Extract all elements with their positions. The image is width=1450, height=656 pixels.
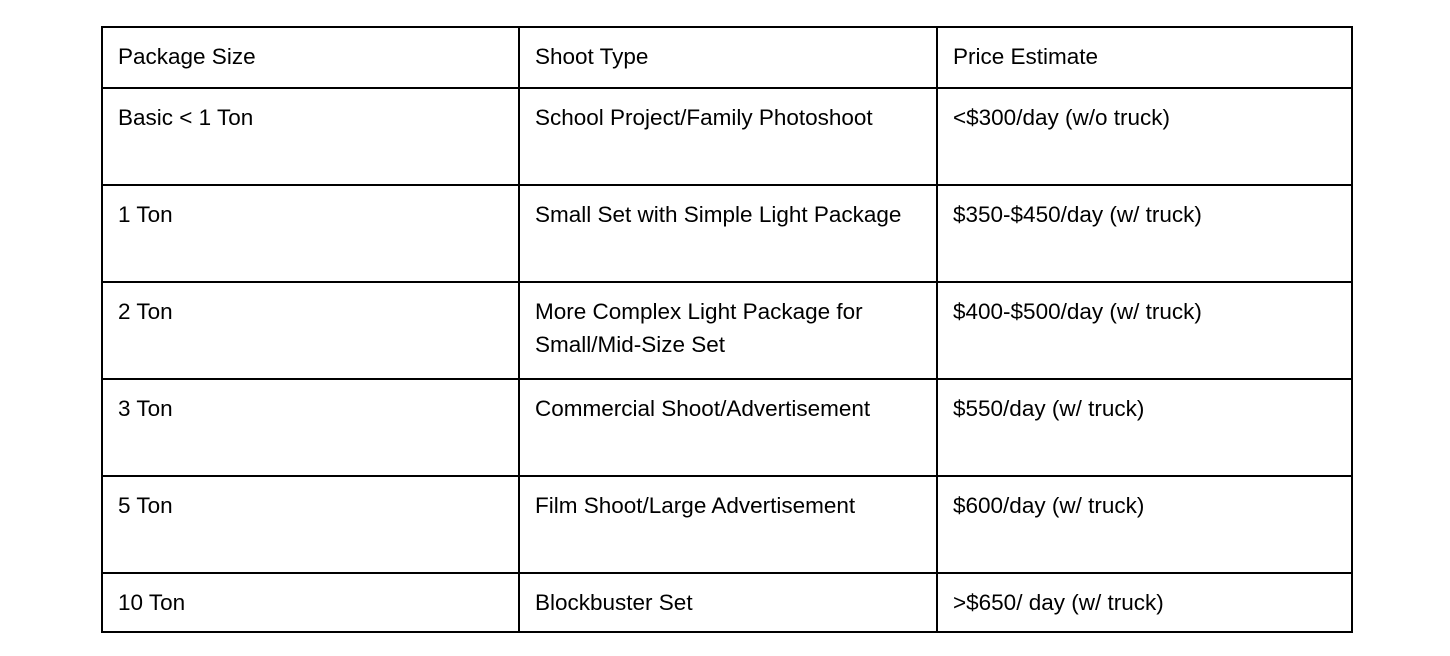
cell-price-estimate: $550/day (w/ truck) xyxy=(937,379,1352,476)
table-body xyxy=(102,88,1352,632)
cell-package-size: Basic < 1 Ton xyxy=(102,88,519,185)
cell-shoot-type: Commercial Shoot/Advertisement xyxy=(519,379,937,476)
cell-package-size: 1 Ton xyxy=(102,185,519,282)
cell-shoot-type: School Project/Family Photoshoot xyxy=(519,88,937,185)
table-row xyxy=(102,573,1352,632)
cell-package-size: 10 Ton xyxy=(102,573,519,632)
table-row xyxy=(102,476,1352,573)
cell-shoot-type: Film Shoot/Large Advertisement xyxy=(519,476,937,573)
cell-shoot-type: Small Set with Simple Light Package xyxy=(519,185,937,282)
column-header-shoot-type: Shoot Type xyxy=(519,27,937,88)
table-row xyxy=(102,379,1352,476)
cell-shoot-type: More Complex Light Package for Small/Mid-Size Set xyxy=(519,282,937,379)
cell-shoot-type: Blockbuster Set xyxy=(519,573,937,632)
cell-price-estimate: <$300/day (w/o truck) xyxy=(937,88,1352,185)
grip-package-pricing-table xyxy=(101,26,1353,633)
cell-price-estimate: $350-$450/day (w/ truck) xyxy=(937,185,1352,282)
pricing-table-container xyxy=(101,26,1353,633)
cell-package-size: 5 Ton xyxy=(102,476,519,573)
cell-price-estimate: >$650/ day (w/ truck) xyxy=(937,573,1352,632)
cell-price-estimate: $600/day (w/ truck) xyxy=(937,476,1352,573)
column-header-price-estimate: Price Estimate xyxy=(937,27,1352,88)
cell-package-size: 2 Ton xyxy=(102,282,519,379)
table-header xyxy=(102,27,1352,88)
table-row xyxy=(102,88,1352,185)
header-row xyxy=(102,27,1352,88)
table-row xyxy=(102,185,1352,282)
table-row xyxy=(102,282,1352,379)
column-header-package-size: Package Size xyxy=(102,27,519,88)
cell-package-size: 3 Ton xyxy=(102,379,519,476)
cell-price-estimate: $400-$500/day (w/ truck) xyxy=(937,282,1352,379)
